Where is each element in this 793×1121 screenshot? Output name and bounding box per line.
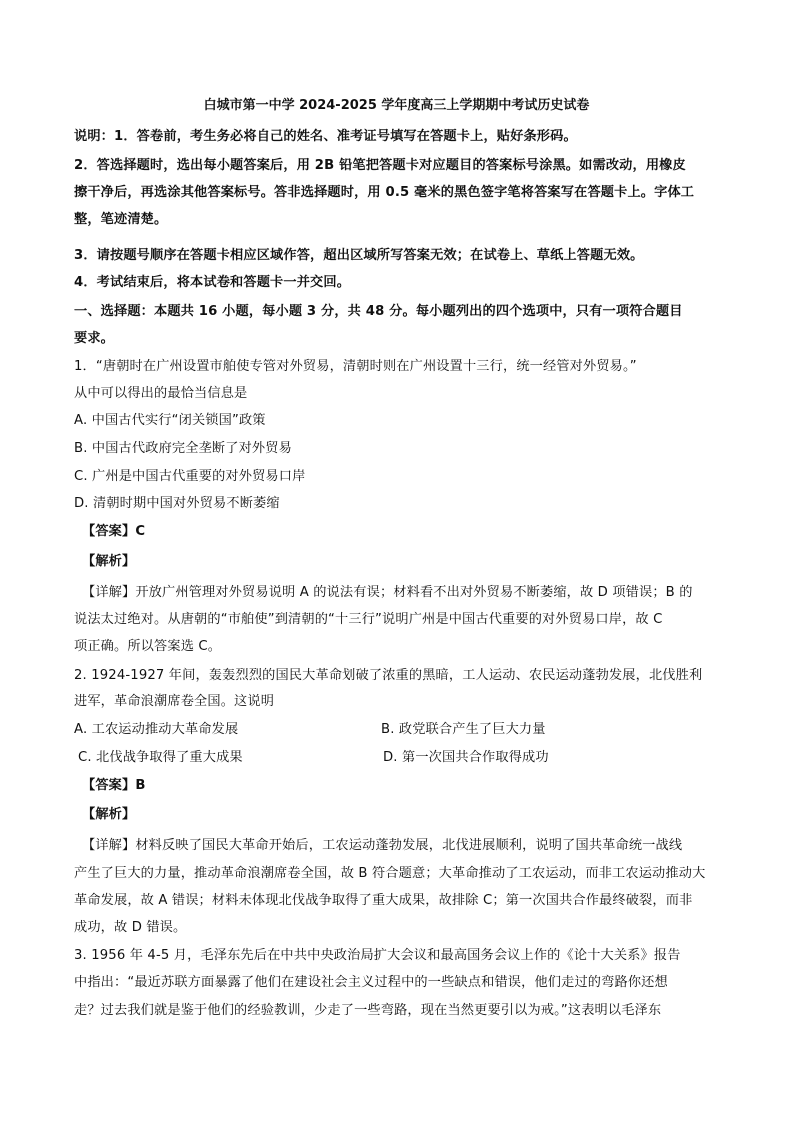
q2-answer: 【答案】B <box>82 778 146 793</box>
q1-detail-line2: 说法太过绝对。从唐朝的“市舶使”到清朝的“十三行”说明广州是中国古代重要的对外贸易口岸，故 C <box>74 612 663 627</box>
q2-stem-line1: 2. 1924-1927 年间，轰轰烈烈的国民大革命划破了浓重的黑暗，工人运动、农民运动蓬勃发展，北伐胜利 <box>74 668 703 683</box>
q1-option-c: C. 广州是中国古代重要的对外贸易口岸 <box>74 469 306 484</box>
section-heading-line2: 要求。 <box>74 331 115 346</box>
q3-stem-line1: 3. 1956 年 4-5 月，毛泽东先后在中共中央政治局扩大会议和最高国务会议上作的《论十大关系》报告 <box>74 948 681 963</box>
q2-detail-line4: 成功，故 D 错误。 <box>74 920 187 935</box>
q1-option-b: B. 中国古代政府完全垄断了对外贸易 <box>74 441 292 456</box>
instruction-1: 说明：1．答卷前，考生务必将自己的姓名、准考证号填写在答题卡上，贴好条形码。 <box>74 129 577 144</box>
instruction-4: 4．考试结束后，将本试卷和答题卡一并交回。 <box>74 275 351 290</box>
q2-option-c: C. 北伐战争取得了重大成果 <box>78 750 243 765</box>
q2-option-a: A. 工农运动推动大革命发展 <box>74 722 239 737</box>
q1-detail-line1: 【详解】开放广州管理对外贸易说明 A 的说法有误；材料看不出对外贸易不断萎缩，故 D 项错误；B 的 <box>82 585 693 600</box>
q1-option-a: A. 中国古代实行“闭关锁国”政策 <box>74 413 266 428</box>
instruction-2-line3: 整，笔迹清楚。 <box>74 212 168 227</box>
instruction-2-line1: 2．答选择题时，选出每小题答案后，用 2B 铅笔把答题卡对应题目的答案标号涂黑。如需改动，用橡皮 <box>74 158 686 173</box>
instruction-2-line2: 擦干净后，再选涂其他答案标号。答非选择题时，用 0.5 毫米的黑色签字笔将答案写在答题卡上。字体工 <box>74 185 695 200</box>
q2-option-d: D. 第一次国共合作取得成功 <box>383 750 549 765</box>
q2-detail-line2: 产生了巨大的力量，推动革命浪潮席卷全国，故 B 符合题意；大革命推动了工农运动，而非工农运动推动大 <box>74 866 706 881</box>
q2-option-b: B. 政党联合产生了巨大力量 <box>381 722 546 737</box>
q2-detail-line3: 革命发展，故 A 错误；材料未体现北伐战争取得了重大成果，故排除 C；第一次国共合作最终破裂，而非 <box>74 893 693 908</box>
q1-option-d: D. 清朝时期中国对外贸易不断萎缩 <box>74 496 280 511</box>
q1-stem-line1: 1．“唐朝时在广州设置市舶使专管对外贸易，清朝时则在广州设置十三行，统一经管对外贸易。” <box>74 359 637 374</box>
q1-detail-line3: 项正确。所以答案选 C。 <box>74 639 222 654</box>
q1-answer: 【答案】C <box>82 524 146 539</box>
page-title: 白城市第一中学 2024-2025 学年度高三上学期期中考试历史试卷 <box>203 98 590 113</box>
instruction-3: 3．请按题号顺序在答题卡相应区域作答，超出区域所写答案无效；在试卷上、草纸上答题无效。 <box>74 248 644 263</box>
q3-stem-line2: 中指出：“最近苏联方面暴露了他们在建设社会主义过程中的一些缺点和错误，他们走过的弯路你还想 <box>74 975 668 990</box>
q2-analysis-label: 【解析】 <box>82 807 136 822</box>
q2-detail-line1: 【详解】材料反映了国民大革命开始后，工农运动蓬勃发展，北伐进展顺利，说明了国共革命统一战线 <box>82 838 683 853</box>
q1-analysis-label: 【解析】 <box>82 554 136 569</box>
q1-stem-line2: 从中可以得出的最恰当信息是 <box>74 386 248 401</box>
q3-stem-line3: 走？过去我们就是鉴于他们的经验教训，少走了一些弯路，现在当然更要引以为戒。”这表明以毛泽东 <box>74 1003 662 1018</box>
section-heading-line1: 一、选择题：本题共 16 小题，每小题 3 分，共 48 分。每小题列出的四个选项中，只有一项符合题目 <box>74 304 683 319</box>
q2-stem-line2: 进军，革命浪潮席卷全国。这说明 <box>74 694 275 709</box>
